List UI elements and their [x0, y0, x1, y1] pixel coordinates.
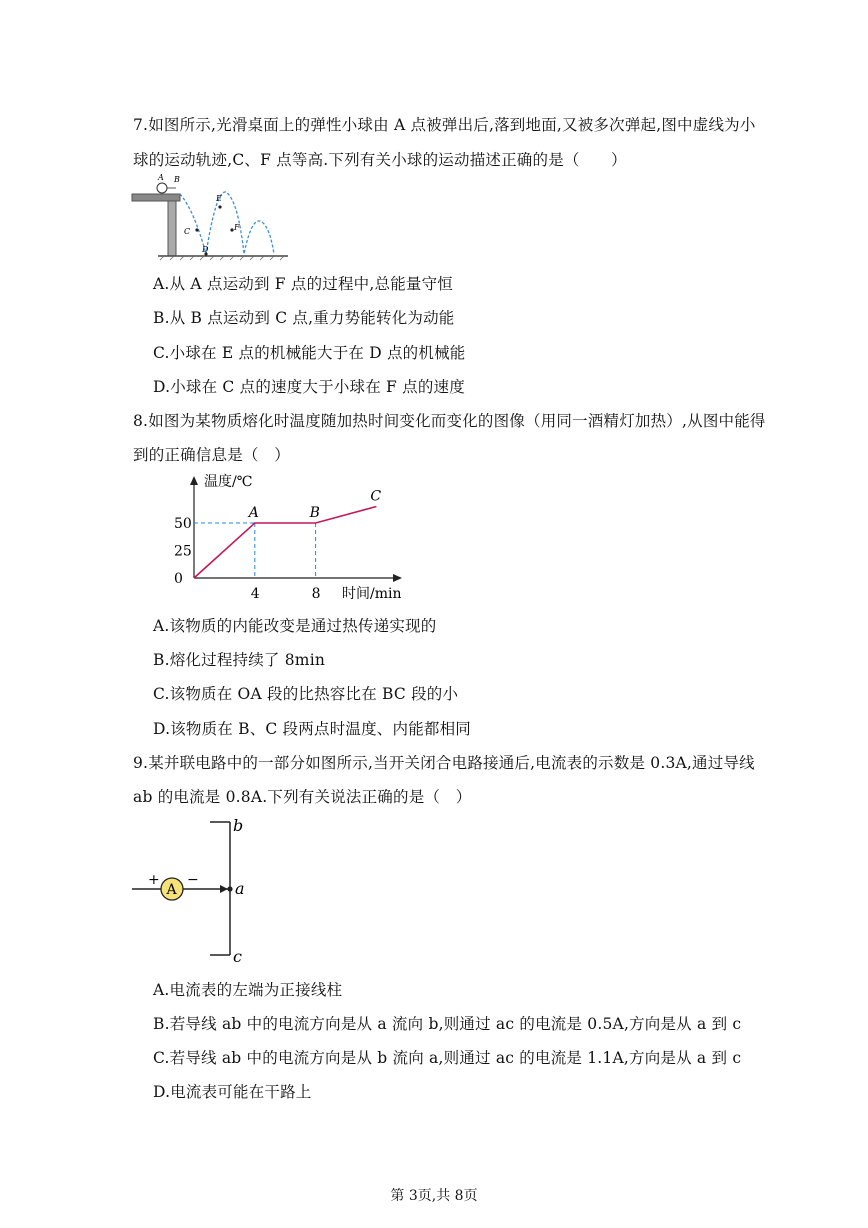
q9-option-c: C.若导线 ab 中的电流方向是从 b 流向 a,则通过 ac 的电流是 1.1A,方向是从 a 到 c [153, 1049, 742, 1067]
point-label-a: A [248, 505, 259, 521]
q8-stem-line2: 到的正确信息是（ ） [133, 446, 291, 464]
q7-stem-line1: 7.如图所示,光滑桌面上的弹性小球由 A 点被弹出后,落到地面,又被多次弹起,图中虚线为小 [133, 116, 756, 134]
point-labels [247, 489, 382, 522]
series-lines [194, 507, 376, 579]
q8-option-a: A.该物质的内能改变是通过热传递实现的 [153, 617, 437, 635]
minus-terminal: − [187, 872, 199, 888]
page-footer: 第 3页,共 8页 [390, 1188, 478, 1204]
guide-lines [194, 523, 316, 578]
q8-option-d: D.该物质在 B、C 段两点时温度、内能都相同 [153, 720, 472, 738]
label-d: D [202, 245, 209, 254]
q8-option-b: B.熔化过程持续了 8min [153, 651, 326, 669]
q9-option-d: D.电流表可能在干路上 [153, 1083, 312, 1101]
table-top [132, 194, 180, 201]
q7-option-c: C.小球在 E 点的机械能大于在 D 点的机械能 [153, 344, 466, 362]
point-e [218, 205, 221, 208]
q7-option-a: A.从 A 点运动到 F 点的过程中,总能量守恒 [153, 275, 454, 293]
q9-circuit-figure [128, 812, 263, 967]
q7-ball-trajectory-figure [128, 170, 293, 265]
x-tick-8: 8 [311, 586, 321, 602]
y-axis-label: 温度/℃ [204, 474, 253, 490]
trajectory-path [180, 192, 274, 254]
q8-stem-line1: 8.如图为某物质熔化时温度随加热时间变化而变化的图像（用同一酒精灯加热）,从图中能得 [133, 412, 766, 430]
plus-terminal: + [148, 872, 160, 888]
q9-option-b: B.若导线 ab 中的电流方向是从 a 流向 b,则通过 ac 的电流是 0.5A,方向是从 a 到 c [153, 1015, 742, 1033]
point-c [195, 228, 198, 231]
q7-stem-line2: 球的运动轨迹,C、F 点等高.下列有关小球的运动描述正确的是（ ） [133, 151, 627, 169]
x-axis-label: 时间/min [342, 586, 402, 602]
q8-option-c: C.该物质在 OA 段的比热容比在 BC 段的小 [153, 685, 459, 703]
y-tick-0: 0 [174, 571, 183, 587]
q9-stem-line1: 9.某并联电路中的一部分如图所示,当开关闭合电路接通后,电流表的示数是 0.3A,通过导线 [133, 754, 755, 772]
y-tick-25: 25 [174, 543, 192, 560]
temperature-time-chart [168, 470, 413, 608]
junction-a [227, 886, 232, 891]
ball [157, 183, 167, 193]
label-f: F [234, 223, 240, 232]
current-arrow [220, 885, 228, 893]
label-e: E [216, 194, 222, 203]
table-leg [168, 201, 176, 256]
series-line [194, 507, 376, 579]
label-c: C [184, 227, 191, 236]
y-axis-arrow [190, 476, 198, 485]
label-a: a [235, 879, 245, 898]
label-a: A [158, 173, 164, 182]
q7-option-b: B.从 B 点运动到 C 点,重力势能转化为动能 [153, 309, 455, 327]
label-c: c [233, 947, 242, 966]
ammeter-label: A [166, 882, 177, 898]
q9-stem-line2: ab 的电流是 0.8A.下列有关说法正确的是（ ） [133, 788, 472, 806]
y-tick-50: 50 [174, 516, 192, 532]
x-axis-arrow [393, 574, 402, 582]
point-label-c: C [370, 488, 382, 505]
q7-option-d: D.小球在 C 点的速度大于小球在 F 点的速度 [153, 378, 465, 396]
x-tick-4: 4 [250, 586, 260, 602]
q9-option-a: A.电流表的左端为正接线柱 [153, 981, 343, 999]
label-b: b [233, 816, 244, 835]
label-b: B [174, 175, 180, 184]
point-label-b: B [309, 505, 320, 521]
